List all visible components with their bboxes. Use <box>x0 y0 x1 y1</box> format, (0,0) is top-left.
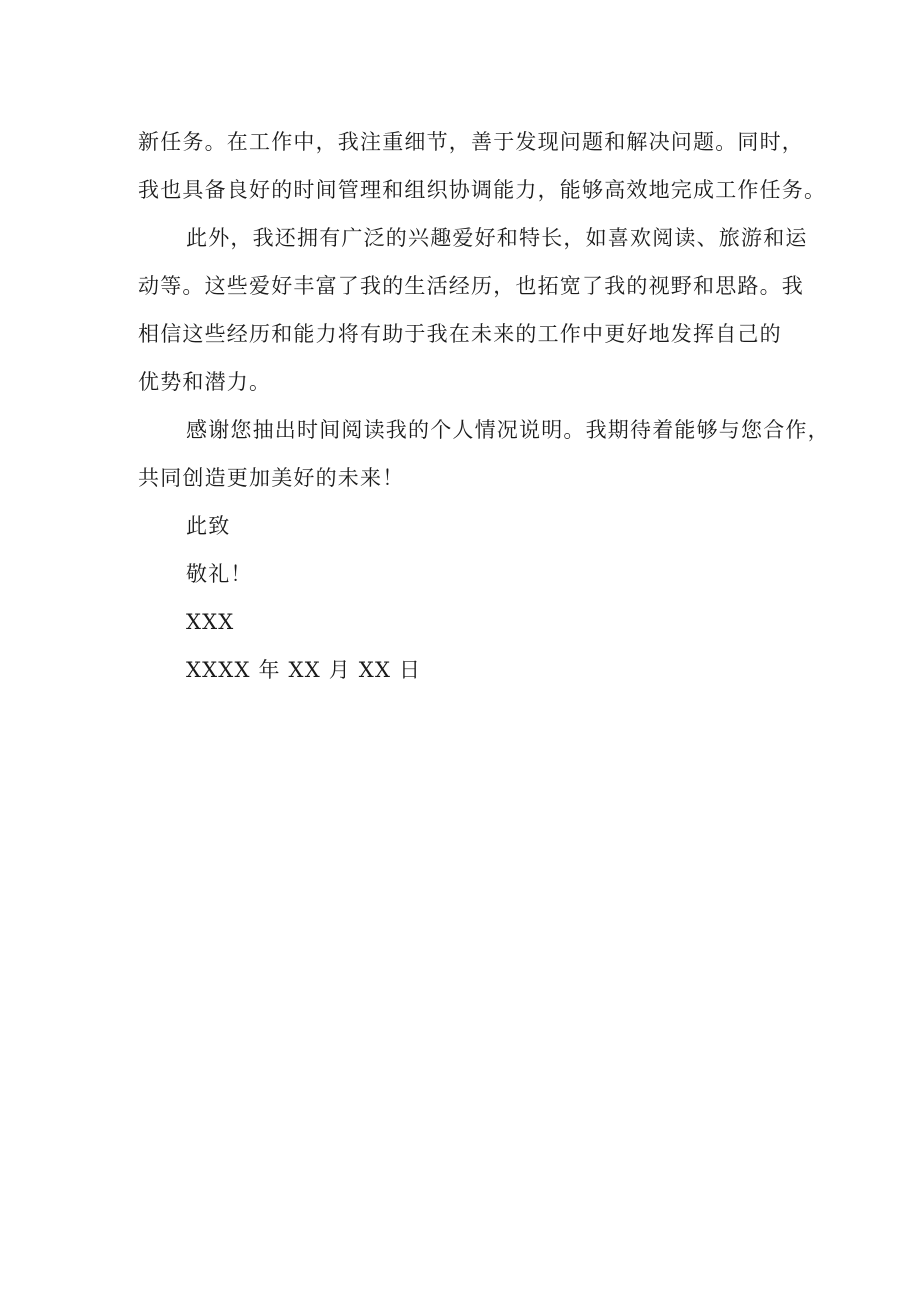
paragraph-line: 动等。这些爱好丰富了我的生活经历，也拓宽了我的视野和思路。我 <box>138 274 804 298</box>
paragraph-line: 我也具备良好的时间管理和组织协调能力，能够高效地完成工作任务。 <box>138 178 827 202</box>
document-body <box>138 118 830 694</box>
paragraph-line: 相信这些经历和能力将有助于我在未来的工作中更好地发挥自己的 <box>138 322 782 346</box>
paragraph-line: 优势和潜力。 <box>138 370 272 394</box>
paragraph-line: 共同创造更加美好的未来！ <box>138 466 405 490</box>
paragraph-line: 感谢您抽出时间阅读我的个人情况说明。我期待着能够与您合作， <box>186 418 830 442</box>
signature: XXX <box>186 610 235 634</box>
closing-regards: 敬礼！ <box>186 562 253 586</box>
closing-salutation: 此致 <box>186 514 231 538</box>
paragraph-hobbies <box>138 214 810 406</box>
signature-date: XXXX 年 XX 月 XX 日 <box>186 658 422 682</box>
closing-block <box>138 502 810 694</box>
paragraph-line: 新任务。在工作中，我注重细节，善于发现问题和解决问题。同时， <box>138 130 804 154</box>
paragraph-skills <box>138 118 827 214</box>
paragraph-thanks <box>138 406 830 502</box>
paragraph-line: 此外，我还拥有广泛的兴趣爱好和特长，如喜欢阅读、旅游和运 <box>186 226 808 250</box>
